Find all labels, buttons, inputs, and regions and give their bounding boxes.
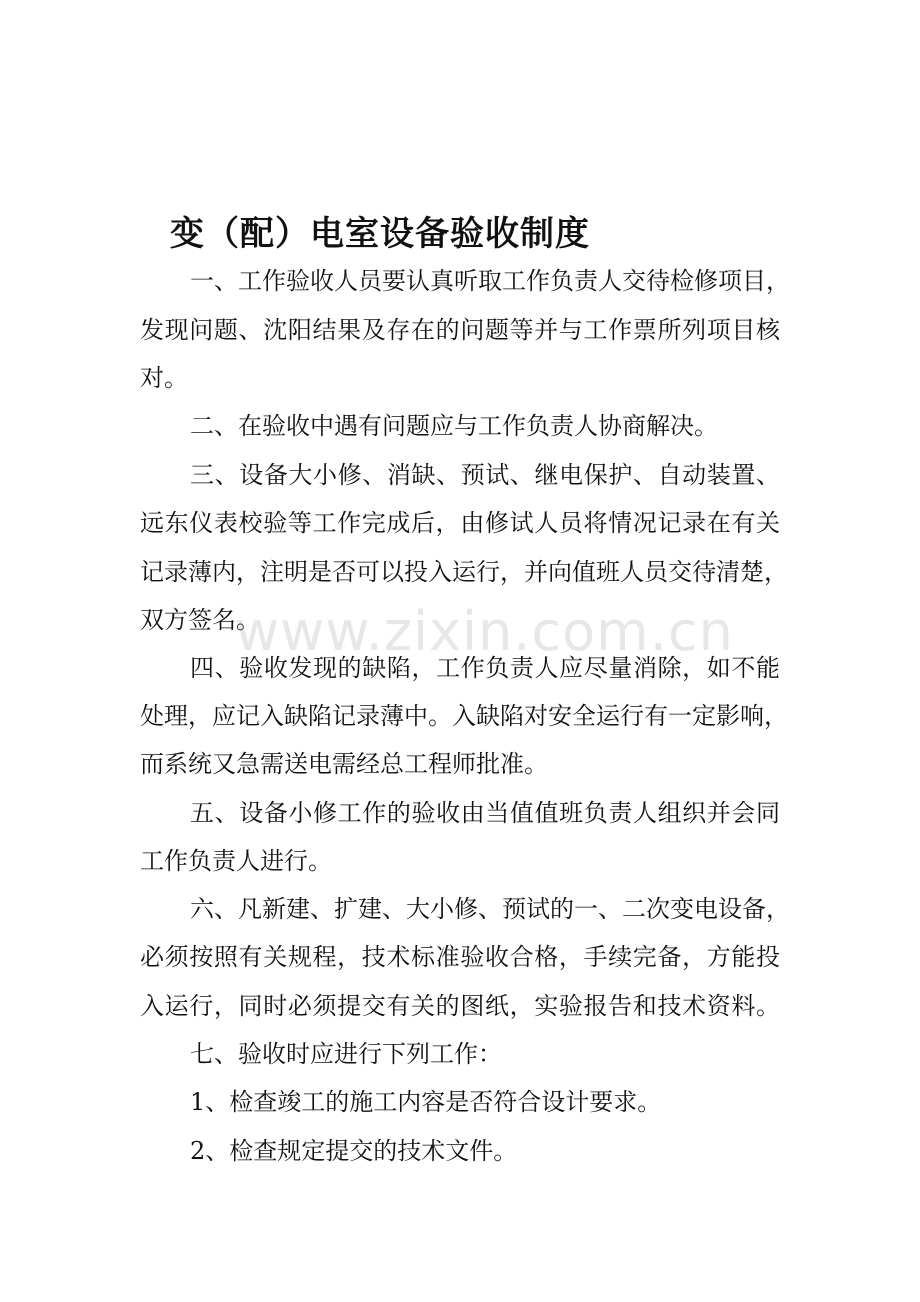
paragraph-4-line-1: 四、验收发现的缺陷，工作负责人应尽量消除，如不能 bbox=[190, 654, 780, 682]
paragraph-6-line-3: 入运行，同时必须提交有关的图纸，实验报告和技术资料。 bbox=[140, 992, 780, 1020]
paragraph-4-line-3: 而系统又急需送电需经总工程师批准。 bbox=[140, 750, 548, 778]
paragraph-3-line-3: 记录薄内，注明是否可以投入运行，并向值班人员交待清楚， bbox=[140, 558, 788, 586]
paragraph-5-line-2: 工作负责人进行。 bbox=[140, 847, 332, 875]
paragraph-3-line-4: 双方签名。 bbox=[140, 606, 260, 634]
paragraph-4-line-2: 处理，应记入缺陷记录薄中。入缺陷对安全运行有一定影响， bbox=[140, 702, 788, 730]
list-item-1: 1、检查竣工的施工内容是否符合设计要求。 bbox=[190, 1088, 662, 1116]
paragraph-3-line-2: 远东仪表校验等工作完成后，由修试人员将情况记录在有关 bbox=[140, 509, 780, 537]
paragraph-1-line-1: 一、工作验收人员要认真听取工作负责人交待检修项目， bbox=[190, 267, 790, 295]
paragraph-5-line-1: 五、设备小修工作的验收由当值值班负责人组织并会同 bbox=[190, 799, 780, 827]
paragraph-2-line-1: 二、在验收中遇有问题应与工作负责人协商解决。 bbox=[190, 412, 718, 440]
paragraph-6-line-1: 六、凡新建、扩建、大小修、预试的一、二次变电设备， bbox=[190, 895, 790, 923]
paragraph-6-line-2: 必须按照有关规程，技术标准验收合格，手续完备，方能投 bbox=[140, 943, 780, 971]
list-item-2: 2、检查规定提交的技术文件。 bbox=[190, 1137, 518, 1165]
watermark: www.zixin.com.cn bbox=[235, 600, 734, 663]
paragraph-7-line-1: 七、验收时应进行下列工作： bbox=[190, 1040, 502, 1068]
paragraph-3-line-1: 三、设备大小修、消缺、预试、继电保护、自动装置、 bbox=[190, 461, 780, 489]
document-title: 变（配）电室设备验收制度 bbox=[170, 214, 590, 254]
paragraph-1-line-2: 发现问题、沈阳结果及存在的问题等并与工作票所列项目核 bbox=[140, 316, 780, 344]
paragraph-1-line-3: 对。 bbox=[140, 364, 188, 392]
